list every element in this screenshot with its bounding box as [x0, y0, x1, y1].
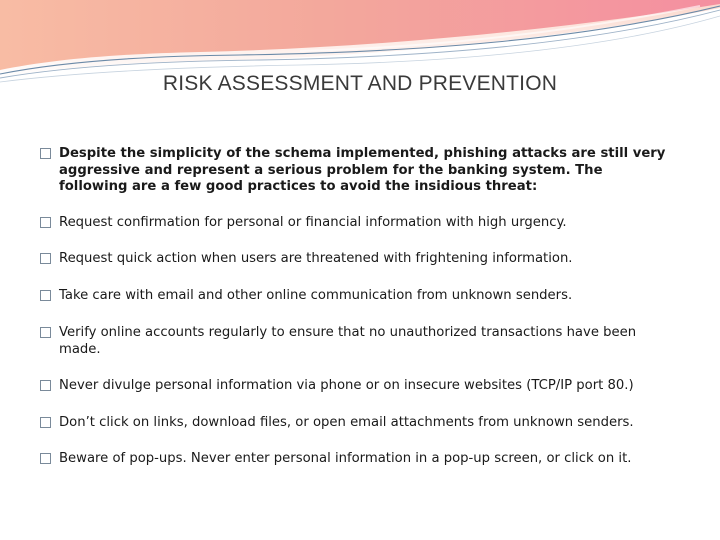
bullet-text: Never divulge personal information via phone or on insecure websites (TCP/IP port 80.) [59, 378, 634, 393]
bullet-text: Take care with email and other online communication from unknown senders. [59, 288, 573, 303]
square-bullet-icon [40, 380, 51, 391]
bullet-text: Request quick action when users are threatened with frightening information. [59, 251, 573, 266]
bullet-item [40, 325, 670, 358]
bullet-text: Verify online accounts regularly to ensure that no unauthorized transactions have been made. [59, 325, 637, 357]
square-bullet-icon [40, 217, 51, 228]
square-bullet-icon [40, 290, 51, 301]
bullet-text: Don’t click on links, download files, or open email attachments from unknown senders. [59, 415, 634, 430]
square-bullet-icon [40, 253, 51, 264]
bullet-item [40, 378, 670, 395]
slide-title: RISK ASSESSMENT AND PREVENTION [162, 72, 558, 95]
bullet-item [40, 415, 670, 432]
square-bullet-icon [40, 417, 51, 428]
square-bullet-icon [40, 453, 51, 464]
bullet-text: Despite the simplicity of the schema implemented, phishing attacks are still very aggressive and represent a serious problem for the banking system. The following are a few good practices to avoid the insidious threat: [59, 146, 666, 194]
bullet-item-intro [40, 146, 670, 196]
square-bullet-icon [40, 327, 51, 338]
bullet-text: Request confirmation for personal or financial information with high urgency. [59, 215, 567, 230]
bullet-item [40, 451, 670, 468]
bullet-item [40, 251, 670, 268]
bullet-item [40, 288, 670, 305]
bullet-item [40, 215, 670, 232]
square-bullet-icon [40, 148, 51, 159]
bullet-text: Beware of pop-ups. Never enter personal information in a pop-up screen, or click on it. [59, 451, 632, 466]
